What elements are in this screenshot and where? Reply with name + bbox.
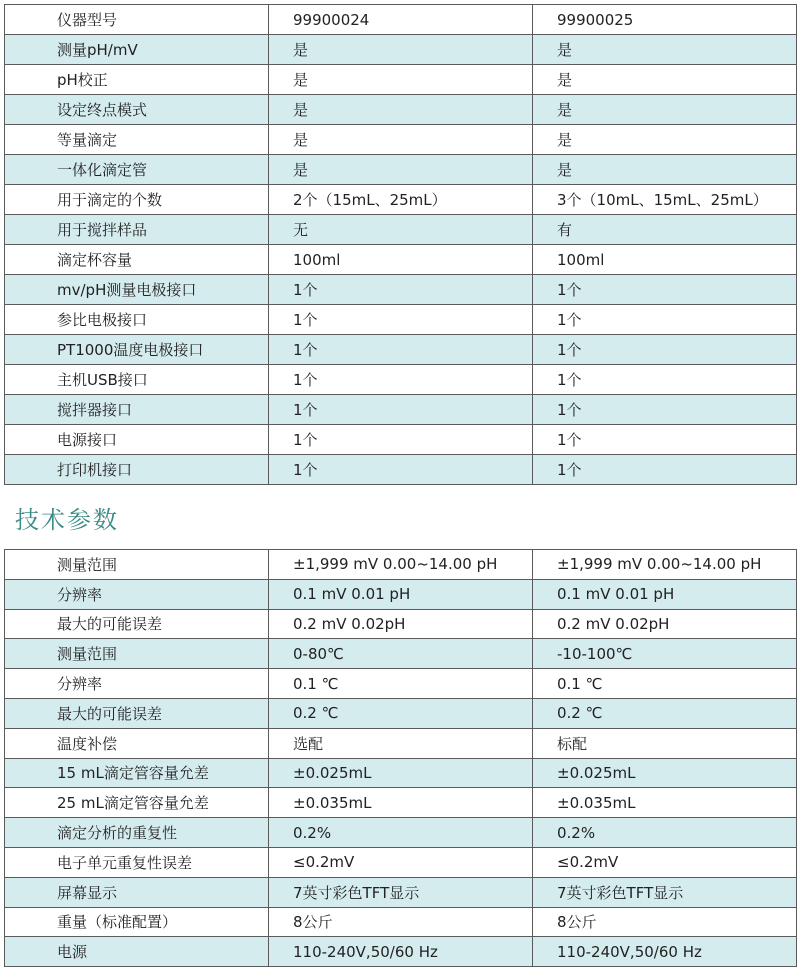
table-row <box>5 365 797 395</box>
cell-value: ±0.035mL <box>269 788 533 818</box>
cell-label: 滴定分析的重复性 <box>5 818 269 848</box>
cell-value: -10-100℃ <box>533 639 797 669</box>
feature-table <box>4 4 797 485</box>
cell-value: 1个 <box>533 455 797 485</box>
table-row <box>5 125 797 155</box>
cell-label: 参比电极接口 <box>5 305 269 335</box>
cell-label: 电源 <box>5 937 269 967</box>
cell-value: 有 <box>533 215 797 245</box>
cell-value: 0.2 mV 0.02pH <box>533 609 797 639</box>
table-row <box>5 155 797 185</box>
cell-value: 0.1 mV 0.01 pH <box>269 579 533 609</box>
cell-label: 25 mL滴定管容量允差 <box>5 788 269 818</box>
cell-value: 1个 <box>533 335 797 365</box>
cell-value: 3个（10mL、15mL、25mL） <box>533 185 797 215</box>
cell-label: 重量（标准配置） <box>5 907 269 937</box>
cell-value: 7英寸彩色TFT显示 <box>269 877 533 907</box>
cell-value: 是 <box>533 65 797 95</box>
cell-value: 1个 <box>269 395 533 425</box>
cell-label: 温度补偿 <box>5 728 269 758</box>
table-row <box>5 758 797 788</box>
cell-value: 0.1 ℃ <box>269 669 533 699</box>
cell-value: 是 <box>269 125 533 155</box>
table-row <box>5 35 797 65</box>
cell-value: 选配 <box>269 728 533 758</box>
cell-label: 用于搅拌样品 <box>5 215 269 245</box>
cell-label: 电子单元重复性误差 <box>5 847 269 877</box>
cell-value: 0.2% <box>533 818 797 848</box>
cell-label: 一体化滴定管 <box>5 155 269 185</box>
table-row <box>5 5 797 35</box>
cell-value: 是 <box>269 95 533 125</box>
cell-value: ≤0.2mV <box>533 847 797 877</box>
cell-value: 0.2 ℃ <box>269 698 533 728</box>
cell-label: 分辨率 <box>5 669 269 699</box>
table-row <box>5 818 797 848</box>
table-row <box>5 937 797 967</box>
cell-value: 1个 <box>533 425 797 455</box>
cell-label: 15 mL滴定管容量允差 <box>5 758 269 788</box>
cell-value: 100ml <box>269 245 533 275</box>
table-row <box>5 907 797 937</box>
table-row <box>5 185 797 215</box>
cell-value: 是 <box>533 35 797 65</box>
table-row <box>5 877 797 907</box>
table-row <box>5 550 797 580</box>
cell-value: 0.1 ℃ <box>533 669 797 699</box>
cell-value: ±1,999 mV 0.00~14.00 pH <box>533 550 797 580</box>
cell-value: ≤0.2mV <box>269 847 533 877</box>
cell-value: 1个 <box>269 365 533 395</box>
table-row <box>5 579 797 609</box>
cell-label: 电源接口 <box>5 425 269 455</box>
cell-value: 1个 <box>533 305 797 335</box>
technical-parameters-table <box>4 549 797 967</box>
cell-label: 滴定杯容量 <box>5 245 269 275</box>
table-row <box>5 275 797 305</box>
cell-label: 测量pH/mV <box>5 35 269 65</box>
cell-value: 标配 <box>533 728 797 758</box>
table-row <box>5 335 797 365</box>
cell-value: 110-240V,50/60 Hz <box>269 937 533 967</box>
cell-value: ±0.035mL <box>533 788 797 818</box>
table-row <box>5 639 797 669</box>
cell-value: 0.2% <box>269 818 533 848</box>
cell-value: 1个 <box>269 275 533 305</box>
cell-value: 110-240V,50/60 Hz <box>533 937 797 967</box>
table-row <box>5 95 797 125</box>
cell-value: 0-80℃ <box>269 639 533 669</box>
table-row <box>5 455 797 485</box>
cell-label: PT1000温度电极接口 <box>5 335 269 365</box>
cell-value: 1个 <box>269 335 533 365</box>
table-row <box>5 425 797 455</box>
cell-value: 是 <box>269 65 533 95</box>
cell-value: 100ml <box>533 245 797 275</box>
cell-value: 8公斤 <box>533 907 797 937</box>
cell-label: 仪器型号 <box>5 5 269 35</box>
table-row <box>5 305 797 335</box>
table-row <box>5 698 797 728</box>
table-row <box>5 609 797 639</box>
cell-value: 是 <box>269 155 533 185</box>
table-row <box>5 245 797 275</box>
cell-label: 等量滴定 <box>5 125 269 155</box>
cell-label: 测量范围 <box>5 639 269 669</box>
cell-value: 1个 <box>533 365 797 395</box>
table-row <box>5 788 797 818</box>
cell-label: 测量范围 <box>5 550 269 580</box>
cell-value: 7英寸彩色TFT显示 <box>533 877 797 907</box>
cell-value: 99900025 <box>533 5 797 35</box>
cell-label: pH校正 <box>5 65 269 95</box>
cell-value: 0.2 mV 0.02pH <box>269 609 533 639</box>
cell-value: 1个 <box>533 395 797 425</box>
cell-label: 分辨率 <box>5 579 269 609</box>
section-title: 技术参数 <box>15 506 119 534</box>
cell-value: 2个（15mL、25mL） <box>269 185 533 215</box>
cell-label: 最大的可能误差 <box>5 698 269 728</box>
cell-value: 是 <box>533 95 797 125</box>
table-row <box>5 215 797 245</box>
table-row <box>5 728 797 758</box>
table-row <box>5 669 797 699</box>
cell-value: 无 <box>269 215 533 245</box>
cell-label: 屏幕显示 <box>5 877 269 907</box>
cell-value: ±0.025mL <box>533 758 797 788</box>
cell-value: 0.2 ℃ <box>533 698 797 728</box>
cell-label: 设定终点模式 <box>5 95 269 125</box>
cell-value: 是 <box>533 125 797 155</box>
cell-value: 1个 <box>269 455 533 485</box>
cell-value: 是 <box>533 155 797 185</box>
cell-label: 主机USB接口 <box>5 365 269 395</box>
table-row <box>5 65 797 95</box>
cell-value: 是 <box>269 35 533 65</box>
table-row <box>5 847 797 877</box>
cell-value: 0.1 mV 0.01 pH <box>533 579 797 609</box>
cell-label: 搅拌器接口 <box>5 395 269 425</box>
cell-value: 99900024 <box>269 5 533 35</box>
cell-value: 8公斤 <box>269 907 533 937</box>
cell-value: 1个 <box>533 275 797 305</box>
cell-label: 打印机接口 <box>5 455 269 485</box>
cell-value: 1个 <box>269 425 533 455</box>
cell-label: mv/pH测量电极接口 <box>5 275 269 305</box>
cell-value: 1个 <box>269 305 533 335</box>
cell-value: ±1,999 mV 0.00~14.00 pH <box>269 550 533 580</box>
cell-label: 用于滴定的个数 <box>5 185 269 215</box>
table-row <box>5 395 797 425</box>
cell-value: ±0.025mL <box>269 758 533 788</box>
cell-label: 最大的可能误差 <box>5 609 269 639</box>
